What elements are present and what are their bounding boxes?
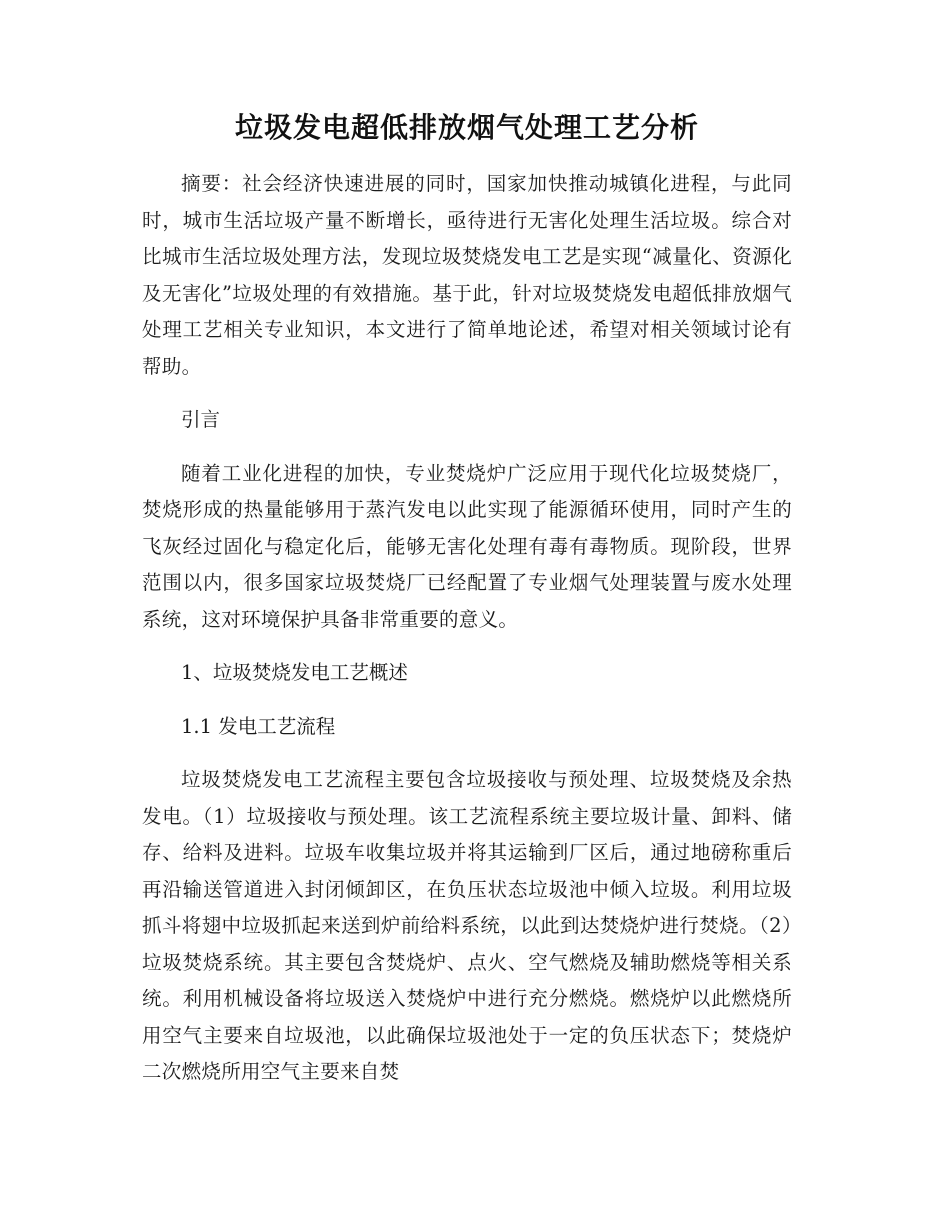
spacer [142,385,792,402]
section-1-1-paragraph: 垃圾焚烧发电工艺流程主要包含垃圾接收与预处理、垃圾焚烧及余热发电。（1）垃圾接收与预处理。该工艺流程系统主要垃圾计量、卸料、储存、给料及进料。垃圾车收集垃圾并将其运输到厂区后，通过地磅称重后再沿输送管道进入封闭倾卸区，在负压状态垃圾池中倾入垃圾。利用垃圾抓斗将翅中垃圾抓起来送到炉前给料系统，以此到达焚烧炉进行焚烧。（2）垃圾焚烧系统。其主要包含焚烧炉、点火、空气燃烧及辅助燃烧等相关系统。利用机械设备将垃圾送入焚烧炉中进行充分燃烧。燃烧炉以此燃烧所用空气主要来自垃圾池，以此确保垃圾池处于一定的负压状态下；焚烧炉二次燃烧所用空气主要来自焚 [142,768,792,1083]
spacer [142,745,792,762]
section-1-1-heading: 1.1 发电工艺流程 [181,714,336,738]
spacer [142,692,792,709]
document-title: 垃圾发电超低排放烟气处理工艺分析 [234,111,699,144]
spacer [142,638,792,655]
section-1-heading: 1、垃圾焚烧发电工艺概述 [181,661,408,684]
spacer [142,439,792,456]
document-page [142,108,792,1091]
intro-paragraph: 随着工业化进程的加快，专业焚烧炉广泛应用于现代化垃圾焚烧厂，焚烧形成的热量能够用于蒸汽发电以此实现了能源循环使用，同时产生的飞灰经过固化与稳定化后，能够无害化处理有毒有毒物质。现阶段，世界范围以内，很多国家垃圾焚烧厂已经配置了专业烟气处理装置与废水处理系统，这对环境保护具备非常重要的意义。 [142,461,792,631]
abstract-paragraph: 摘要：社会经济快速进展的同时，国家加快推动城镇化进程，与此同时，城市生活垃圾产量不断增长，亟待进行无害化处理生活垃圾。综合对比城市生活垃圾处理方法，发现垃圾焚烧发电工艺是实现“减量化、资源化及无害化”垃圾处理的有效措施。基于此，针对垃圾焚烧发电超低排放烟气处理工艺相关专业知识，本文进行了简单地论述，希望对相关领域讨论有帮助。 [142,172,792,378]
intro-heading: 引言 [181,408,221,431]
